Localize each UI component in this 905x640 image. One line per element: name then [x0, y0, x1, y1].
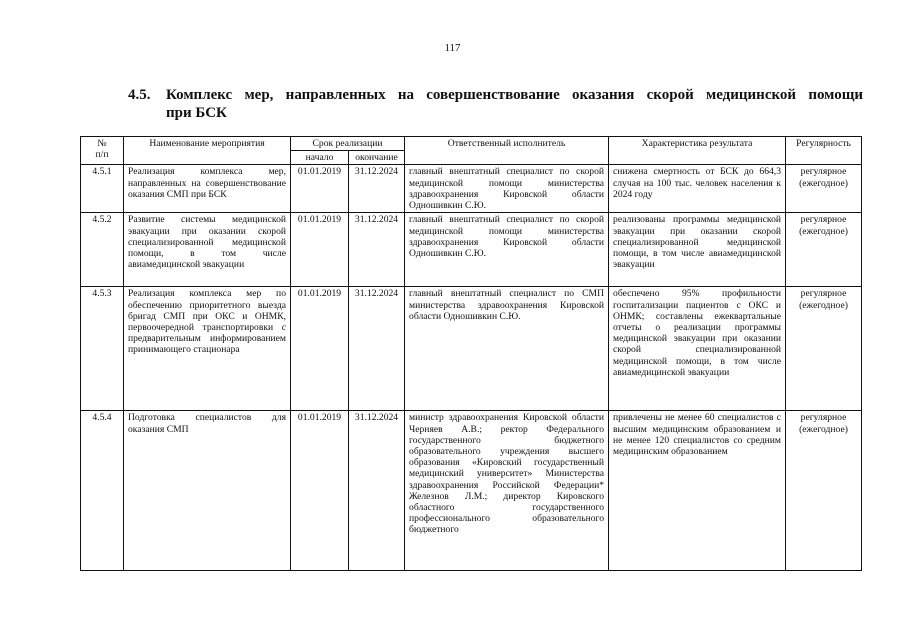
- row-start: 01.01.2019: [291, 287, 349, 411]
- measures-table: [80, 136, 862, 571]
- row-result: снижена смертность от БСК до 664,3 случая на 100 тыс. человек населения к 2024 году: [609, 165, 786, 213]
- row-regularity: регулярное (ежегодное): [786, 287, 862, 411]
- header-num-line2: п/п: [95, 149, 109, 161]
- header-num-line1: №: [97, 138, 107, 149]
- row-executor: главный внештатный специалист по СМП министерства здравоохранения Кировской области Одношивкин С.Ю.: [405, 287, 609, 411]
- page-number: 117: [444, 42, 461, 54]
- row-num: 4.5.2: [81, 213, 124, 287]
- table-row: [81, 411, 862, 571]
- row-start: 01.01.2019: [291, 411, 349, 571]
- header-regularity: Регулярность: [786, 137, 862, 165]
- row-name: Подготовка специалистов для оказания СМП: [124, 411, 291, 571]
- row-end: 31.12.2024: [349, 411, 405, 571]
- row-name: Реализация комплекса мер по обеспечению приоритетного выезда бригад СМП при ОКС и ОНМК, первоочередной транспортировки с предварительным информированием принимающего стационара: [124, 287, 291, 411]
- header-name: Наименование мероприятия: [124, 137, 291, 165]
- row-end: 31.12.2024: [349, 287, 405, 411]
- header-end: окончание: [349, 151, 405, 165]
- row-num: 4.5.1: [81, 165, 124, 213]
- section-title: [128, 86, 863, 122]
- row-end: 31.12.2024: [349, 213, 405, 287]
- section-title-line1: [128, 86, 863, 104]
- section-title-text: Комплекс мер, направленных на совершенствование оказания скорой медицинской помощи: [166, 87, 863, 103]
- header-num: [81, 137, 124, 165]
- table-header-row: [81, 137, 862, 151]
- header-executor: Ответственный исполнитель: [405, 137, 609, 165]
- table-row: [81, 165, 862, 213]
- row-result: привлечены не менее 60 специалистов с высшим медицинским образованием и не менее 120 специалистов со средним медицинским образованием: [609, 411, 786, 571]
- row-start: 01.01.2019: [291, 213, 349, 287]
- row-end: 31.12.2024: [349, 165, 405, 213]
- table-row: [81, 213, 862, 287]
- table-row: [81, 287, 862, 411]
- header-result: Характеристика результата: [609, 137, 786, 165]
- row-result: реализованы программы медицинской эвакуации при оказании скорой специализированной медицинской помощи, в том числе авиамедицинской эвакуации: [609, 213, 786, 287]
- row-executor: министр здравоохранения Кировской области Черняев А.В.; ректор Федерального государственного бюджетного образовательного учреждения высшего образования «Кировский государственный медицинский университет» Министерства здравоохранения Российской Федерации* Железнов Л.М.; директор Кировского областного государственного профессионального образовательного бюджетного: [405, 411, 609, 571]
- row-regularity: регулярное (ежегодное): [786, 213, 862, 287]
- row-executor: главный внештатный специалист по скорой медицинской помощи министерства здравоохранения Кировской области Одношивкин С.Ю.: [405, 213, 609, 287]
- row-start: 01.01.2019: [291, 165, 349, 213]
- header-period: Срок реализации: [291, 137, 405, 151]
- row-regularity: регулярное (ежегодное): [786, 165, 862, 213]
- row-result: обеспечено 95% профильности госпитализации пациентов с ОКС и ОНМК; составлены ежеквартальные отчеты о реализации программы медицинской эвакуации при оказании скорой специализированной медицинской помощи, в том числе авиамедицинской эвакуации: [609, 287, 786, 411]
- row-executor: главный внештатный специалист по скорой медицинской помощи министерства здравоохранения Кировской области Одношивкин С.Ю.: [405, 165, 609, 213]
- section-title-line2: при БСК: [166, 105, 227, 121]
- section-number: 4.5.: [128, 87, 151, 103]
- row-num: 4.5.3: [81, 287, 124, 411]
- row-num: 4.5.4: [81, 411, 124, 571]
- row-name: Реализация комплекса мер, направленных на совершенствование оказания СМП при БСК: [124, 165, 291, 213]
- row-regularity: регулярное (ежегодное): [786, 411, 862, 571]
- header-start: начало: [291, 151, 349, 165]
- row-name: Развитие системы медицинской эвакуации при оказании скорой специализированной медицинской помощи, в том числе авиамедицинской эвакуации: [124, 213, 291, 287]
